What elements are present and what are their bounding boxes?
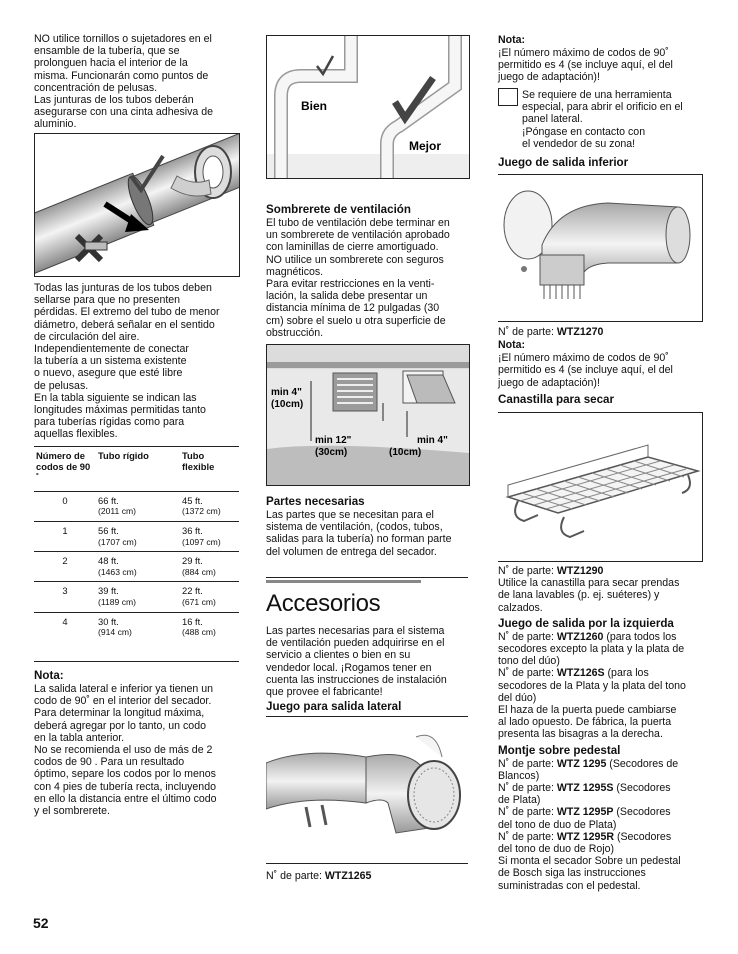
text-line: la tubería a un sistema existente	[34, 355, 187, 368]
text-line: juego de adaptación)!	[498, 376, 600, 389]
accesorios-top-rule	[266, 577, 468, 578]
table-top-rule	[34, 446, 239, 447]
canastilla-figure	[498, 412, 703, 562]
column-right-inferior	[498, 326, 708, 407]
accesorios-paragraph	[266, 625, 478, 698]
part-number: WTZ126S	[556, 667, 605, 680]
text-line: al lado opuesto. De fábrica, la puerta	[498, 716, 672, 729]
inferior-heading-wrap	[498, 156, 628, 170]
text-line: un sombrerete de ventilación aprobado	[266, 229, 450, 242]
mejor-label: Mejor	[409, 139, 442, 153]
text-line: con laminillas de cierre amortiguado.	[266, 241, 439, 254]
text-line: Las partes necesarias para el sistema	[266, 625, 445, 637]
part-label: N˚ de parte:	[498, 565, 557, 577]
column-left	[34, 33, 244, 131]
cell-codos: 3	[34, 582, 96, 612]
rigid-ft: 48 ft.	[98, 555, 119, 567]
text-line: cuenta las instrucciones de instalación	[266, 673, 447, 686]
table-row	[34, 521, 239, 551]
text-line: permitido es 4 (se incluye aquí, el del	[498, 364, 673, 377]
text-line: aluminio.	[34, 118, 77, 131]
text-line: de lana lavables (p. ej. suéteres) y	[498, 589, 660, 602]
pipe-tape-figure	[34, 133, 240, 277]
bien-label: Bien	[301, 99, 328, 113]
text-line: Independientemente de conectar	[34, 343, 189, 356]
table-header-row	[34, 449, 239, 491]
text-line: del dúo)	[498, 691, 537, 704]
text-line: panel lateral.	[522, 113, 583, 126]
nota-heading: Nota:	[498, 34, 526, 46]
text-line: sellarse para que no presenten	[34, 294, 181, 307]
clearance-label: (10cm)	[271, 399, 304, 410]
text-line: o nuevo, asegure que esté libre	[34, 367, 183, 380]
text-line: Utilice la canastilla para secar prendas	[498, 577, 680, 590]
text-line: ¡El número máximo de codos de 90˚	[498, 352, 669, 365]
cell-rigid	[96, 491, 180, 521]
text-line: ¡Póngase en contacto con	[522, 125, 646, 138]
canastilla-heading: Canastilla para secar	[498, 392, 615, 406]
wall-clearance-figure	[266, 344, 470, 486]
flex-cm: (1097 cm)	[182, 536, 221, 547]
rigid-cm: (1707 cm)	[98, 536, 137, 547]
part-number: WTZ1260	[556, 630, 604, 643]
flex-cm: (884 cm)	[182, 566, 216, 577]
pipe-tape-illustration	[35, 134, 239, 276]
clearance-label: min 4"	[271, 387, 302, 398]
partes-heading: Partes necesarias	[266, 495, 365, 508]
text-line: que provee el fabricante!	[266, 686, 383, 699]
column-left-nota	[34, 669, 246, 817]
clearance-label: min 4"	[417, 435, 448, 446]
flex-ft: 29 ft.	[182, 555, 203, 567]
part-number: WTZ1270	[556, 326, 604, 338]
part-desc: (Secodores	[614, 830, 672, 843]
flex-ft: 16 ft.	[182, 615, 203, 627]
text-line: sistema de ventilación, (codos, tubos,	[266, 521, 443, 534]
text-line: deberá agregar por lo tanto, un codo	[34, 719, 206, 732]
text-line: presenta las bisagras a la derecha.	[498, 728, 663, 741]
flex-ft: 36 ft.	[182, 524, 203, 536]
text-line: Todas las junturas de los tubos deben	[34, 282, 212, 294]
drying-rack-illustration	[498, 413, 702, 561]
text-line: Las partes que se necesitan para el	[266, 509, 434, 521]
nota-heading: Nota:	[34, 669, 64, 682]
table-bottom-rule	[34, 661, 239, 662]
bien-mejor-figure	[266, 35, 470, 179]
text-line: ensamble de la tubería, que se	[34, 45, 180, 58]
text-line: En la tabla siguiente se indican las	[34, 391, 197, 404]
part-desc: (Secodores de	[606, 757, 679, 770]
part-label: N˚ de parte:	[498, 326, 557, 338]
text-line: y el sombrerete.	[34, 805, 110, 818]
part-number: WTZ 1295R	[556, 830, 614, 843]
flex-cm: (488 cm)	[182, 627, 216, 638]
column-right-nota1	[498, 33, 708, 84]
text-line: salidas para la tubería) no forman parte	[266, 533, 452, 546]
rigid-cm: (914 cm)	[98, 627, 132, 638]
cell-flex	[180, 552, 239, 582]
text-line: de Bosch siga las instrucciones	[498, 867, 646, 880]
column-middle-sombrerete	[266, 203, 478, 339]
header-codos: Número de codos de 90 ˚	[36, 450, 91, 483]
text-line: longitudes máximas permitidas tanto	[34, 404, 206, 417]
text-line: distancia mínima de 12 pulgadas (30	[266, 302, 440, 315]
rigid-cm: (2011 cm)	[98, 506, 137, 517]
column-middle-accesorios	[266, 590, 478, 714]
cell-flex	[180, 612, 239, 642]
table-row	[34, 552, 239, 582]
part-number: WTZ 1295P	[556, 806, 614, 819]
intro-paragraph	[34, 33, 244, 131]
text-line: vendedor local. ¡Rogamos tener en	[266, 661, 432, 674]
nota-heading: Nota:	[498, 339, 526, 352]
text-line: óptimo, separe los codos por lo menos	[34, 768, 216, 781]
accesorios-accent-rule	[266, 580, 421, 583]
column-left-body	[34, 282, 244, 441]
cell-flex	[180, 521, 239, 551]
clearance-label: (30cm)	[315, 447, 348, 458]
text-line: aquellas flexibles.	[34, 428, 118, 441]
text-line: pérdidas. El extremo del tubo de menor	[34, 306, 220, 319]
column-right-canastilla	[498, 565, 712, 892]
table-row	[34, 612, 239, 642]
text-line: diámetro, deberá señalar en el sentido	[34, 318, 215, 331]
text-line: ¡El número máximo de codos de 90˚	[498, 47, 669, 59]
text-line: El tubo de ventilación debe terminar en	[266, 217, 450, 229]
text-line: de Plata)	[498, 794, 541, 807]
text-line: en ello la distancia entre el último codo	[34, 792, 217, 805]
bottom-elbow-illustration	[498, 175, 702, 321]
text-line: NO utilice tornillos o sujetadores en el	[34, 33, 212, 45]
text-line: prolonguen hacia el interior de la	[34, 57, 188, 70]
text-line: de ventilación pueden adquirirse en el	[266, 637, 445, 650]
text-line: concentración de pelusas.	[34, 81, 158, 94]
izquierda-heading: Juego de salida por la izquierda	[498, 616, 674, 630]
page-number: 52	[33, 915, 49, 931]
flex-cm: (671 cm)	[182, 596, 216, 607]
text-line: La salida lateral e inferior ya tienen un	[34, 683, 214, 695]
part-label: N˚ de parte:	[498, 806, 557, 819]
text-line: misma. Funcionarán como puntos de	[34, 69, 209, 82]
text-line: secodores excepto la plata y la plata de	[498, 643, 685, 656]
part-number: WTZ1290	[556, 565, 604, 577]
max-length-table	[34, 449, 239, 642]
text-line: cm) sobre el suelo u otra superficie de	[266, 314, 446, 327]
text-line: obstrucción.	[266, 326, 324, 339]
lateral-elbow-illustration	[266, 717, 468, 863]
rigid-ft: 66 ft.	[98, 494, 119, 506]
text-line: calzados.	[498, 601, 543, 614]
cell-flex	[180, 582, 239, 612]
text-line: magnéticos.	[266, 265, 324, 278]
lateral-kit-figure	[266, 716, 468, 864]
text-line: para tuberías rígidas como para	[34, 416, 185, 429]
text-line: juego de adaptación)!	[498, 71, 600, 84]
rigid-cm: (1463 cm)	[98, 566, 137, 577]
accesorios-title: Accesorios	[266, 590, 381, 617]
text-line: en la tabla anterior.	[34, 731, 125, 744]
flex-cm: (1372 cm)	[182, 506, 221, 517]
cell-codos: 4	[34, 612, 96, 642]
text-line: servicio a clientes o bien en su	[266, 649, 411, 662]
clearance-label: (10cm)	[389, 447, 422, 458]
text-line: Si monta el secador Sobre un pedestal	[498, 855, 681, 868]
cell-codos: 0	[34, 491, 96, 521]
header-rigid: Tubo rígido	[98, 450, 149, 461]
rigid-cm: (1189 cm)	[98, 596, 137, 607]
tool-note-box	[498, 88, 518, 106]
lateral-part-number	[266, 870, 478, 882]
column-middle-partes	[266, 495, 478, 558]
table-row	[34, 491, 239, 521]
part-number: WTZ 1295	[556, 757, 607, 770]
text-line: de pelusas.	[34, 379, 89, 392]
rigid-ft: 56 ft.	[98, 524, 119, 536]
part-label: N˚ de parte:	[266, 870, 325, 882]
cell-flex	[180, 491, 239, 521]
text-line: del tono de duo de Plata)	[498, 818, 617, 831]
tool-note	[522, 89, 708, 150]
flex-ft: 22 ft.	[182, 585, 203, 597]
vent-routing-illustration	[267, 36, 469, 178]
part-desc: (Secodores	[613, 782, 671, 795]
text-line: No se recomienda el uso de más de 2	[34, 744, 213, 757]
pedestal-heading: Montje sobre pedestal	[498, 743, 621, 757]
text-line: Para evitar restricciones en la venti-	[266, 278, 435, 291]
part-number: WTZ 1295S	[556, 782, 614, 795]
inferior-heading: Juego de salida inferior	[498, 156, 629, 169]
text-line: NO utilice un sombrerete con seguros	[266, 253, 444, 266]
part-label: N˚ de parte:	[498, 830, 557, 843]
text-line: El haza de la puerta puede cambiarse	[498, 704, 677, 717]
part-label: N˚ de parte:	[498, 667, 557, 680]
flex-ft: 45 ft.	[182, 494, 203, 506]
cell-rigid	[96, 582, 180, 612]
part-number: WTZ1265	[324, 870, 372, 882]
text-line: Blancos)	[498, 769, 540, 782]
part-desc: (Secodores	[613, 806, 671, 819]
text-line: con 4 pies de tubería recta, incluyendo	[34, 780, 216, 793]
text-line: Para determinar la longitud máxima,	[34, 707, 205, 720]
cell-codos: 1	[34, 521, 96, 551]
clearance-label: min 12"	[315, 435, 352, 446]
cell-rigid	[96, 521, 180, 551]
rigid-ft: 39 ft.	[98, 585, 119, 597]
text-line: especial, para abrir el orificio en el	[522, 101, 683, 114]
cell-rigid	[96, 552, 180, 582]
part-desc: (para todos los	[603, 630, 677, 643]
lateral-heading: Juego para salida lateral	[266, 700, 402, 714]
cell-rigid	[96, 612, 180, 642]
text-line: Se requiere de una herramienta	[522, 89, 672, 101]
text-line: permitido es 4 (se incluye aquí, el del	[498, 59, 673, 72]
text-line: codos de 90 . Para un resultado	[34, 756, 185, 769]
text-line: Las junturas de los tubos deberán	[34, 94, 194, 107]
part-desc: (para los	[604, 667, 649, 680]
header-flexible: Tubo flexible	[182, 450, 215, 472]
cell-codos: 2	[34, 552, 96, 582]
sombrerete-heading: Sombrerete de ventilación	[266, 203, 411, 216]
text-line: suministradas con el pedestal.	[498, 879, 641, 892]
text-line: lación, la salida debe presentar un	[266, 290, 428, 303]
text-line: asegurarse con una cinta adhesiva de	[34, 106, 214, 119]
text-line: secodores de la Plata y la plata del tono	[498, 679, 686, 692]
rigid-ft: 30 ft.	[98, 615, 119, 627]
inferior-kit-figure	[498, 174, 703, 322]
text-line: de circulación del aire.	[34, 330, 140, 343]
text-line: codo de 90˚ en el interior del secador.	[34, 695, 212, 708]
text-line: tono del dúo)	[498, 655, 560, 668]
part-label: N˚ de parte:	[498, 782, 557, 795]
text-line: el vendedor de su zona!	[522, 137, 636, 150]
text-line: del tono de duo de Rojo)	[498, 843, 615, 856]
table-row	[34, 582, 239, 612]
wall-clearance-illustration	[267, 345, 469, 485]
text-line: del volumen de entrega del secador.	[266, 545, 437, 558]
part-label: N˚ de parte:	[498, 757, 557, 770]
part-label: N˚ de parte:	[498, 630, 557, 643]
